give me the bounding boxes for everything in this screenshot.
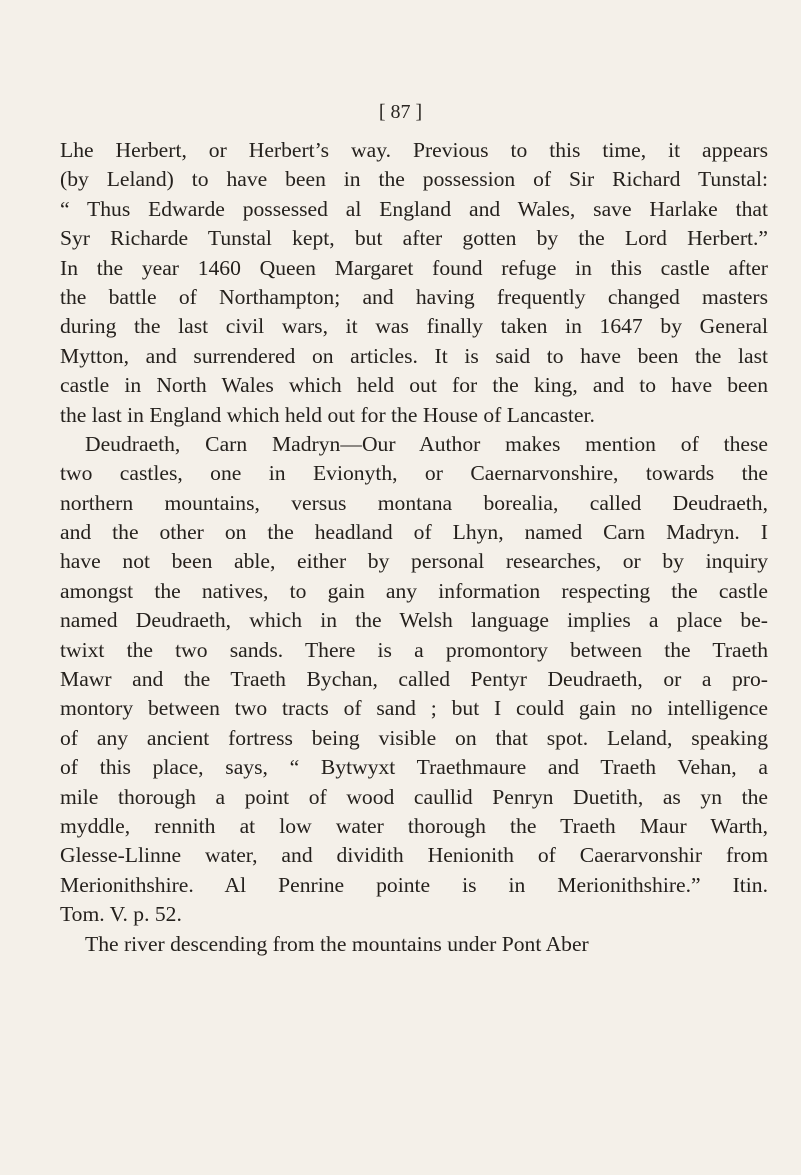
text-line: two castles, one in Evionyth, or Caernarvonshire, towards the <box>60 461 768 486</box>
text-line: northern mountains, versus montana borealia, called Deudraeth, <box>60 490 768 515</box>
text-line: (by Leland) to have been in the possession of Sir Richard Tunstal: <box>60 167 768 192</box>
text-line: the battle of Northampton; and having frequently changed masters <box>60 284 768 309</box>
body-text <box>60 136 768 959</box>
text-line: montory between two tracts of sand ; but I could gain no intelligence <box>60 696 768 721</box>
text-line: Mawr and the Traeth Bychan, called Pentyr Deudraeth, or a pro- <box>60 667 768 692</box>
text-line: during the last civil wars, it was finally taken in 1647 by General <box>60 314 768 339</box>
text-line: twixt the two sands. There is a promontory between the Traeth <box>60 637 768 662</box>
text-line: of this place, says, “ Bytwyxt Traethmaure and Traeth Vehan, a <box>60 755 768 780</box>
text-line: have not been able, either by personal researches, or by inquiry <box>60 549 768 574</box>
text-line: The river descending from the mountains under Pont Aber <box>85 931 589 956</box>
text-line: Syr Richarde Tunstal kept, but after gotten by the Lord Herbert.” <box>60 226 768 251</box>
text-line: Lhe Herbert, or Herbert’s way. Previous to this time, it appears <box>60 138 768 162</box>
text-line: Merionithshire. Al Penrine pointe is in Merionithshire.” Itin. <box>60 872 768 897</box>
text-line: Mytton, and surrendered on articles. It is said to have been the last <box>60 343 768 368</box>
text-line: mile thorough a point of wood caullid Penryn Duetith, as yn the <box>60 784 768 809</box>
text-line: “ Thus Edwarde possessed al England and Wales, save Harlake that <box>60 196 768 221</box>
text-line: named Deudraeth, which in the Welsh language implies a place be- <box>60 608 768 633</box>
text-line: myddle, rennith at low water thorough the Traeth Maur Warth, <box>60 813 768 838</box>
text-line: Tom. V. p. 52. <box>60 902 182 927</box>
text-line: the last in England which held out for the House of Lancaster. <box>60 402 595 427</box>
text-line: Deudraeth, Carn Madryn—Our Author makes mention of these <box>85 431 768 456</box>
text-line: Glesse-Llinne water, and dividith Henionith of Caerarvonshir from <box>60 843 768 868</box>
text-line: of any ancient fortress being visible on that spot. Leland, speaking <box>60 725 768 750</box>
text-line: and the other on the headland of Lhyn, named Carn Madryn. I <box>60 520 768 545</box>
text-line: In the year 1460 Queen Margaret found refuge in this castle after <box>60 255 768 280</box>
text-line: castle in North Wales which held out for the king, and to have been <box>60 373 768 398</box>
page-number-header: [ 87 ] <box>378 101 423 123</box>
text-line: amongst the natives, to gain any information respecting the castle <box>60 578 768 603</box>
